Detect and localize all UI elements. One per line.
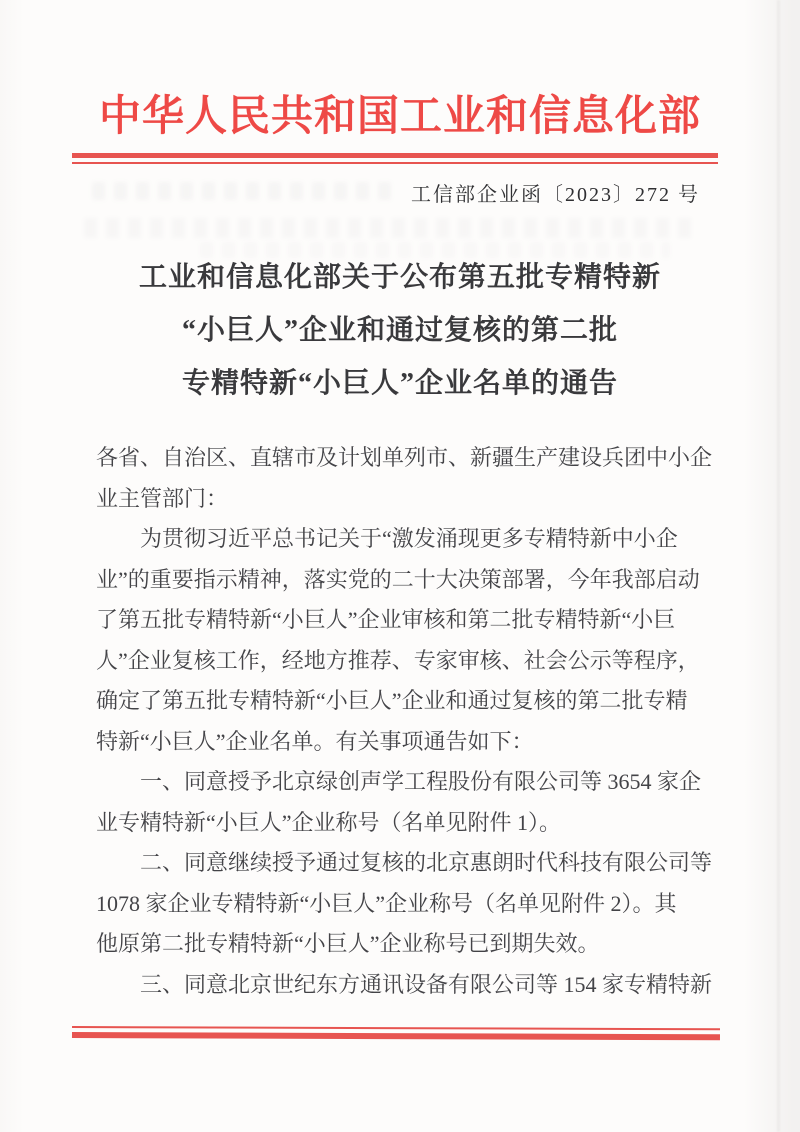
divider-thick-line xyxy=(72,1032,720,1040)
body-line: 了第五批专精特新“小巨人”企业审核和第二批专精特新“小巨 xyxy=(96,607,676,632)
body-line: 业主管部门： xyxy=(96,485,229,511)
notice-title-line: “小巨人”企业和通过复核的第二批 xyxy=(181,315,618,346)
body-line: 各省、自治区、直辖市及计划单列市、新疆生产建设兵团中小企 xyxy=(96,445,713,470)
body-line: 为贯彻习近平总书记关于“激发涌现更多专精特新中小企 xyxy=(140,526,678,551)
body-line: 1078 家企业专精特新“小巨人”企业称号（名单见附件 2）。其 xyxy=(96,890,677,916)
page-footer-divider xyxy=(72,1026,720,1040)
notice-title-line: 工业和信息化部关于公布第五批专精特新 xyxy=(138,262,661,293)
notice-body xyxy=(96,438,716,1005)
body-line: 业专精特新“小巨人”企业称号（名单见附件 1）。 xyxy=(96,809,562,835)
notice-title-line: 专精特新“小巨人”企业名单的通告 xyxy=(181,368,618,399)
divider-thin-line xyxy=(72,162,718,164)
bleed-through-artifact xyxy=(84,218,696,238)
issuing-org-name: 中华人民共和国工业和信息化部 xyxy=(98,94,701,140)
body-line: 业”的重要指示精神，落实党的二十大决策部署，今年我部启动 xyxy=(96,566,700,592)
body-line: 特新“小巨人”企业名单。有关事项通告如下： xyxy=(96,728,534,754)
notice-title xyxy=(0,251,800,410)
body-line: 他原第二批专精特新“小巨人”企业称号已到期失效。 xyxy=(96,931,600,956)
body-line: 二、同意继续授予通过复核的北京惠朗时代科技有限公司等 xyxy=(140,850,713,875)
body-line: 人”企业复核工作，经地方推荐、专家审核、社会公示等程序， xyxy=(96,647,700,673)
body-line: 确定了第五批专精特新“小巨人”企业和通过复核的第二批专精 xyxy=(96,688,688,713)
scan-edge-streak xyxy=(777,0,780,1132)
bleed-through-artifact xyxy=(92,182,392,200)
document-reference-number: 工信部企业函〔2023〕272 号 xyxy=(411,184,700,206)
letterhead-divider xyxy=(72,153,718,164)
body-line: 三、同意北京世纪东方通讯设备有限公司等 154 家专精特新 xyxy=(140,971,713,997)
body-line: 一、同意授予北京绿创声学工程股份有限公司等 3654 家企 xyxy=(140,769,702,794)
